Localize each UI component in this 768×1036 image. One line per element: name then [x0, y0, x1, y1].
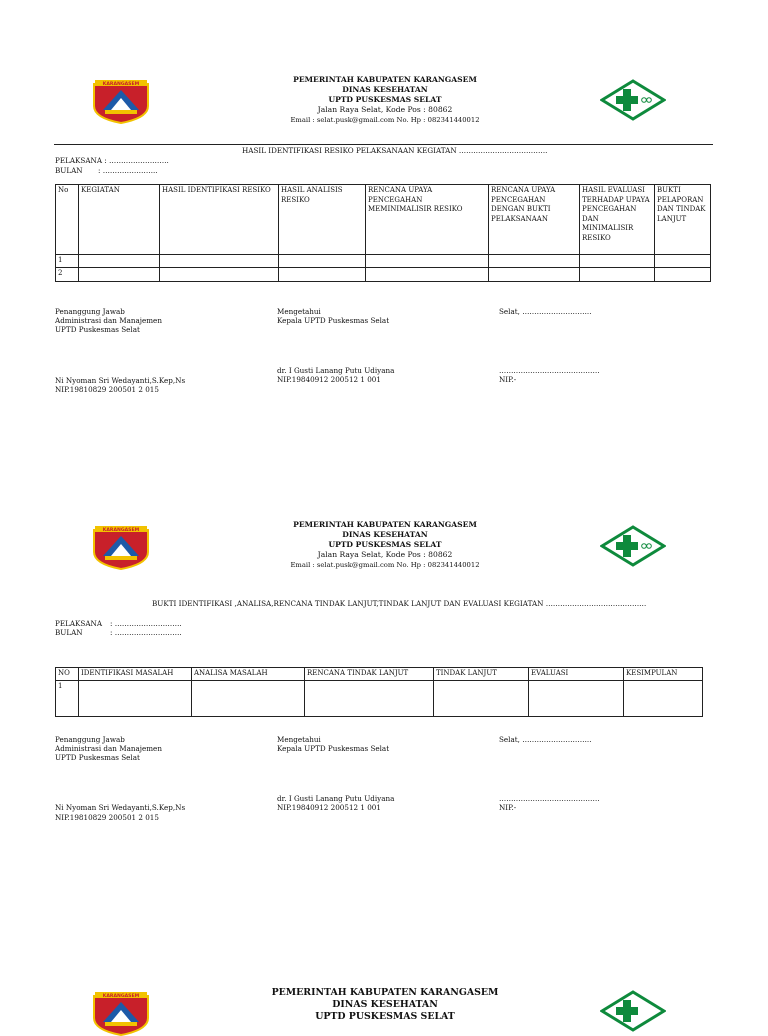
karangasem-emblem-icon: [91, 78, 151, 124]
col-tindak-lanjut: TINDAK LANJUT: [434, 668, 529, 681]
form1-bulan-value: : …………………..: [98, 166, 158, 175]
col-identifikasi: HASIL IDENTIFIKASI RESIKO: [160, 185, 279, 255]
form2-bulan-label: BULAN: [55, 628, 83, 637]
svg-text:KARANGASEM: KARANGASEM: [102, 528, 140, 533]
table-header-row: [56, 185, 711, 255]
form2-pelaksana-value: : ……………………….: [110, 619, 182, 628]
col-analisa-masalah: ANALISA MASALAH: [192, 668, 305, 681]
kop-line3: UPTD PUSKESMAS SELAT: [328, 540, 442, 549]
form2-bulan-value: : ……………………….: [110, 628, 182, 637]
kop-address: Jalan Raya Selat, Kode Pos : 80862: [317, 105, 453, 114]
col-evaluasi: HASIL EVALUASI TERHADAP UPAYA PENCEGAHAN DAN MINIMALISIR RESIKO: [580, 185, 655, 255]
svg-text:KARANGASEM: KARANGASEM: [102, 82, 140, 87]
kop-line1: PEMERINTAH KABUPATEN KARANGASEM: [293, 520, 477, 529]
form1-table: [55, 184, 711, 282]
kop-line1: PEMERINTAH KABUPATEN KARANGASEM: [293, 75, 477, 84]
col-rencana-bukti: RENCANA UPAYA PENCEGAHAN DENGAN BUKTI PELAKSANAAN: [489, 185, 580, 255]
form1-pelaksana: PELAKSANA : …………………….: [55, 156, 169, 165]
col-rencana-minimalisir: RENCANA UPAYA PENCEGAHAN MEMINIMALISIR RESIKO: [366, 185, 489, 255]
health-logo-icon: [600, 79, 666, 121]
kop-contact: Email : selat.pusk@gmail.com No. Hp : 082341440012: [290, 561, 480, 569]
form1-bulan-label: BULAN: [55, 166, 83, 175]
divider: [54, 144, 713, 145]
col-identifikasi-masalah: IDENTIFIKASI MASALAH: [79, 668, 192, 681]
form1-title: HASIL IDENTIFIKASI RESIKO PELAKSANAAN KEGIATAN ……………………………….: [242, 146, 548, 155]
form2-pelaksana-label: PELAKSANA: [55, 619, 103, 628]
kop-address: Jalan Raya Selat, Kode Pos : 80862: [317, 550, 453, 559]
col-bukti-pelaporan: BUKTI PELAPORAN DAN TINDAK LANJUT: [655, 185, 711, 255]
col-rencana-tindak-lanjut: RENCANA TINDAK LANJUT: [305, 668, 434, 681]
table-row: 1: [56, 255, 711, 268]
col-analisis: HASIL ANALISIS RESIKO: [279, 185, 366, 255]
form2-title: BUKTI IDENTIFIKASI ,ANALISA,RENCANA TINDAK LANJUT,TINDAK LANJUT DAN EVALUASI KEGIATAN ……………………………………: [152, 599, 647, 608]
kop-line2: DINAS KESEHATAN: [332, 999, 438, 1010]
kop-line2: DINAS KESEHATAN: [342, 530, 428, 539]
karangasem-emblem-icon: [91, 990, 151, 1036]
kop-line3: UPTD PUSKESMAS SELAT: [328, 95, 442, 104]
health-logo-icon: [600, 990, 666, 1032]
col-no: NO: [56, 668, 79, 681]
kop-line3: UPTD PUSKESMAS SELAT: [315, 1011, 455, 1022]
health-logo-icon: [600, 525, 666, 567]
kop-contact: Email : selat.pusk@gmail.com No. Hp : 082341440012: [290, 116, 480, 124]
kop-line2: DINAS KESEHATAN: [342, 85, 428, 94]
table-row: 2: [56, 267, 711, 281]
col-kegiatan: KEGIATAN: [79, 185, 160, 255]
table-row: 1: [56, 680, 703, 716]
form2-table: [55, 667, 703, 717]
karangasem-emblem-icon: [91, 524, 151, 570]
col-kesimpulan: KESIMPULAN: [624, 668, 703, 681]
svg-text:KARANGASEM: KARANGASEM: [102, 994, 140, 999]
kop-line1: PEMERINTAH KABUPATEN KARANGASEM: [271, 987, 499, 998]
col-evaluasi: EVALUASI: [529, 668, 624, 681]
table-header-row: [56, 668, 703, 681]
col-no: No: [56, 185, 79, 255]
